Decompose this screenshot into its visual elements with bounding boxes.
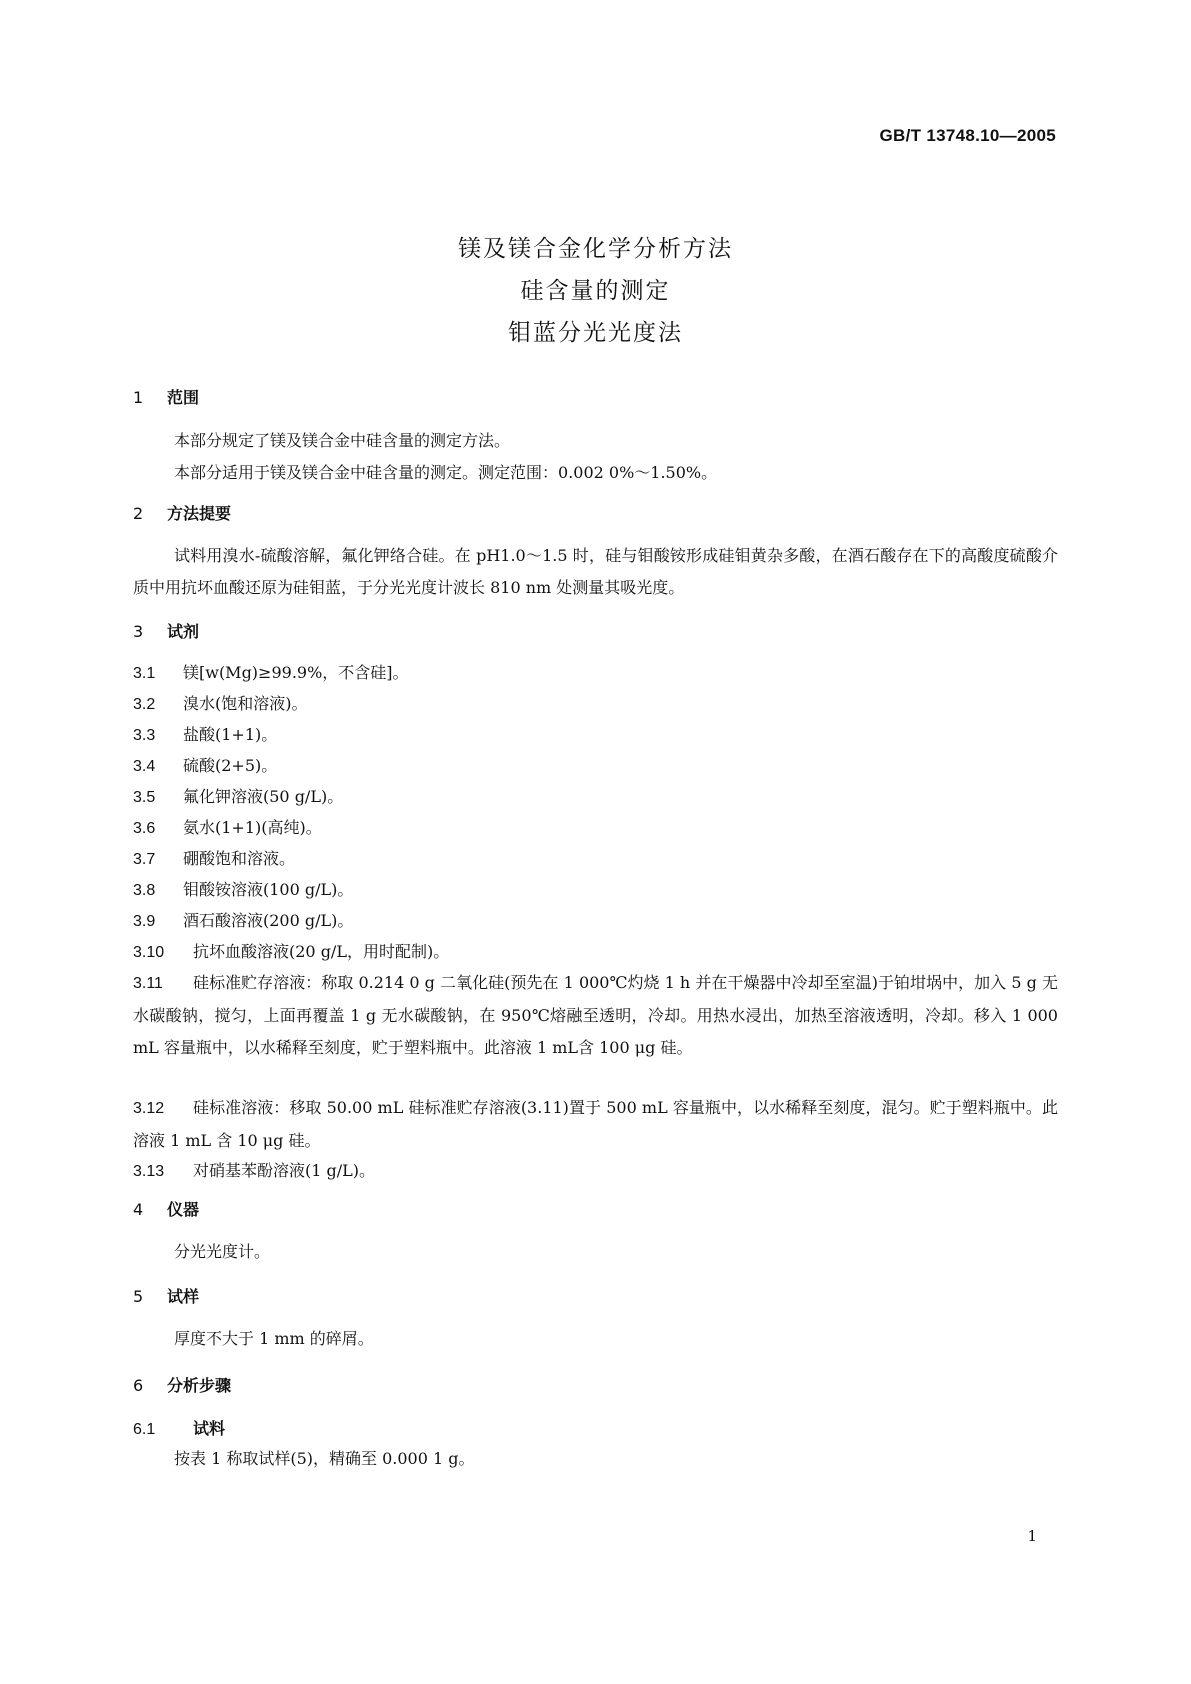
reagent-item — [133, 1092, 1058, 1157]
section-6-heading — [133, 1373, 231, 1396]
reagent-item — [133, 905, 1058, 938]
item-number: 3.2 — [133, 696, 156, 713]
item-number: 3.8 — [133, 882, 156, 899]
section-number: 1 — [133, 388, 144, 407]
section-4-heading — [133, 1197, 199, 1220]
section-number: 6 — [133, 1376, 144, 1395]
item-number: 3.5 — [133, 789, 156, 806]
reagent-item — [133, 750, 1058, 783]
section-4-paragraph-1: 分光光度计。 — [174, 1242, 271, 1261]
item-number: 3.7 — [133, 851, 156, 868]
item-text: 盐酸(1+1)。 — [183, 725, 278, 744]
section-number: 5 — [133, 1287, 144, 1306]
item-number: 3.9 — [133, 913, 156, 930]
standard-code: GB/T 13748.10—2005 — [879, 126, 1056, 145]
item-text: 硅标准溶液：移取 50.00 mL 硅标准贮存溶液(3.11)置于 500 mL 容量瓶中，以水稀释至刻度，混匀。贮于塑料瓶中。此溶液 1 mL 含 10 μg 硅。 — [133, 1098, 1058, 1150]
item-text: 氟化钾溶液(50 g/L)。 — [183, 787, 344, 806]
reagent-item — [133, 874, 1058, 907]
reagent-item — [133, 1155, 1058, 1188]
reagent-item — [133, 936, 1058, 969]
section-title: 范围 — [167, 388, 200, 407]
item-text: 钼酸铵溶液(100 g/L)。 — [183, 880, 354, 899]
item-text: 镁[w(Mg)≥99.9%，不含硅]。 — [183, 663, 409, 682]
item-number: 3.12 — [133, 1100, 165, 1117]
section-1-paragraph-2: 本部分适用于镁及镁合金中硅含量的测定。测定范围：0.002 0%～1.50%。 — [174, 463, 718, 482]
section-number: 4 — [133, 1200, 144, 1219]
title-line-3: 钼蓝分光光度法 — [508, 320, 683, 346]
reagent-item — [133, 843, 1058, 876]
section-5-paragraph-1: 厚度不大于 1 mm 的碎屑。 — [174, 1329, 374, 1348]
item-number: 3.11 — [133, 975, 163, 992]
title-line-2: 硅含量的测定 — [520, 278, 671, 304]
item-number: 3.4 — [133, 758, 156, 775]
subsection-title: 试料 — [193, 1419, 226, 1438]
item-text: 硼酸饱和溶液。 — [183, 849, 296, 868]
subsection-6-1-paragraph-1: 按表 1 称取试样(5)，精确至 0.000 1 g。 — [174, 1449, 475, 1468]
item-text: 酒石酸溶液(200 g/L)。 — [183, 911, 354, 930]
page-number: 1 — [1027, 1527, 1037, 1545]
item-text: 溴水(饱和溶液)。 — [183, 694, 308, 713]
section-title: 方法提要 — [167, 504, 232, 523]
item-text: 硫酸(2+5)。 — [183, 756, 278, 775]
reagent-item — [133, 719, 1058, 752]
reagent-item — [133, 781, 1058, 814]
reagent-item — [133, 967, 1058, 1064]
item-number: 3.10 — [133, 944, 165, 961]
item-text: 氨水(1+1)(高纯)。 — [183, 818, 322, 837]
item-number: 3.6 — [133, 820, 156, 837]
section-title: 试样 — [167, 1287, 200, 1306]
item-text: 硅标准贮存溶液：称取 0.214 0 g 二氧化硅(预先在 1 000℃灼烧 1 h 并在干燥器中冷却至室温)于铂坩埚中，加入 5 g 无水碳酸钠，搅匀，上面再覆盖 1 g 无水碳酸钠，在 950℃熔融至透明，冷却。用热水浸出，加热至溶液透明，冷却。移入 1 000 mL 容量瓶中，以水稀释至刻度，贮于塑料瓶中。此溶液 1 mL含 100 μg 硅。 — [133, 973, 1058, 1057]
reagent-item — [133, 812, 1058, 845]
item-text: 抗坏血酸溶液(20 g/L，用时配制)。 — [193, 942, 450, 961]
section-2-paragraph-1: 试料用溴水-硫酸溶解，氟化钾络合硅。在 pH1.0～1.5 时，硅与钼酸铵形成硅钼黄杂多酸，在酒石酸存在下的高酸度硫酸介质中用抗坏血酸还原为硅钼蓝，于分光光度计波长 810 nm 处测量其吸光度。 — [133, 546, 1058, 597]
item-text: 对硝基苯酚溶液(1 g/L)。 — [193, 1161, 376, 1180]
section-number: 3 — [133, 622, 144, 641]
section-2-heading — [133, 501, 231, 524]
item-number: 3.13 — [133, 1163, 165, 1180]
document-title — [0, 228, 1191, 354]
reagent-item — [133, 657, 1058, 690]
item-number: 6.1 — [133, 1421, 156, 1438]
title-line-1: 镁及镁合金化学分析方法 — [458, 236, 733, 262]
section-5-heading — [133, 1284, 199, 1307]
item-number: 3.3 — [133, 727, 156, 744]
section-title: 试剂 — [167, 622, 200, 641]
item-number: 3.1 — [133, 665, 156, 682]
section-title: 分析步骤 — [167, 1376, 232, 1395]
section-1-paragraph-1: 本部分规定了镁及镁合金中硅含量的测定方法。 — [174, 431, 511, 450]
subsection-6-1-heading — [133, 1413, 1058, 1446]
section-title: 仪器 — [167, 1200, 200, 1219]
section-number: 2 — [133, 504, 144, 523]
reagent-item — [133, 688, 1058, 721]
section-1-heading — [133, 385, 199, 408]
section-3-heading — [133, 619, 199, 642]
